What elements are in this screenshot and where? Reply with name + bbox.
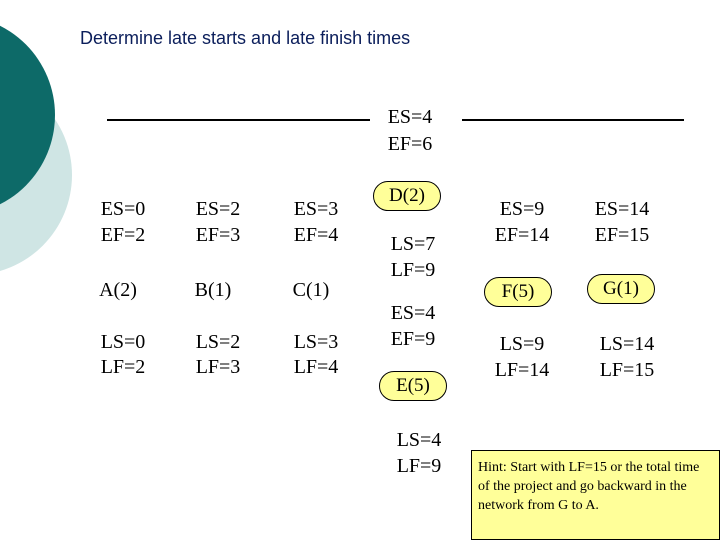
activity-a-es: ES=0	[100, 198, 146, 220]
activity-c-es: ES=3	[293, 198, 339, 220]
corner-decoration	[0, 0, 80, 300]
activity-d-ef: EF=6	[387, 133, 433, 155]
activity-d-node: D(2)	[373, 181, 441, 211]
activity-c-ls: LS=3	[293, 331, 339, 353]
activity-d-ls: LS=7	[390, 233, 436, 255]
activity-f-lf: LF=14	[494, 359, 550, 381]
hint-box: Hint: Start with LF=15 or the total time of the project and go backward in the network from G to A.	[471, 450, 720, 540]
activity-c-ef: EF=4	[293, 224, 339, 246]
activity-b-ls: LS=2	[195, 331, 241, 353]
activity-e-es: ES=4	[390, 302, 436, 324]
activity-a-ls: LS=0	[100, 331, 146, 353]
activity-e-ls: LS=4	[396, 429, 442, 451]
activity-f-es: ES=9	[499, 198, 545, 220]
activity-e-node: E(5)	[379, 371, 447, 401]
activity-d-es: ES=4	[387, 106, 433, 128]
activity-d-lf: LF=9	[390, 259, 436, 281]
activity-e-ef: EF=9	[390, 328, 436, 350]
activity-g-es: ES=14	[594, 198, 650, 220]
activity-e-lf: LF=9	[396, 455, 442, 477]
divider-left	[107, 119, 370, 121]
activity-b-es: ES=2	[195, 198, 241, 220]
activity-a-ef: EF=2	[100, 224, 146, 246]
activity-g-ls: LS=14	[599, 333, 655, 355]
activity-b-lf: LF=3	[195, 356, 241, 378]
activity-g-node: G(1)	[587, 274, 655, 304]
activity-b-ef: EF=3	[195, 224, 241, 246]
activity-g-ef: EF=15	[594, 224, 650, 246]
activity-c-lf: LF=4	[293, 356, 339, 378]
activity-g-lf: LF=15	[599, 359, 655, 381]
activity-f-ls: LS=9	[499, 333, 545, 355]
activity-a-lf: LF=2	[100, 356, 146, 378]
activity-f-node: F(5)	[484, 277, 552, 307]
page-title: Determine late starts and late finish times	[80, 28, 411, 48]
activity-b-label: B(1)	[194, 279, 232, 301]
activity-c-label: C(1)	[292, 279, 330, 301]
divider-right	[462, 119, 684, 121]
activity-f-ef: EF=14	[494, 224, 550, 246]
activity-a-label: A(2)	[99, 279, 137, 301]
